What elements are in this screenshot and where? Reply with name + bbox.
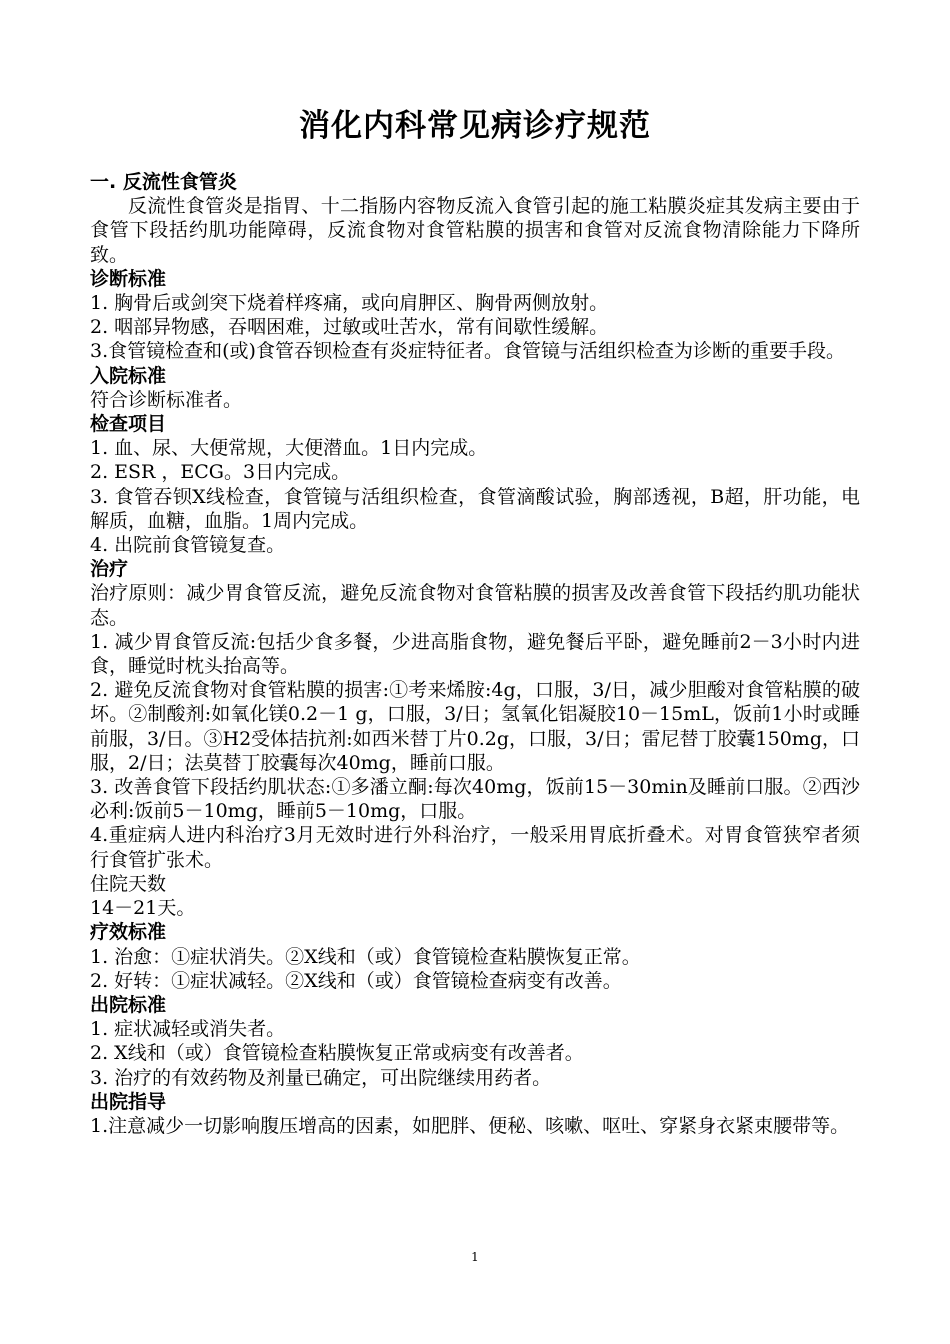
treatment-item: 2. 避免反流食物对食管粘膜的损害:①考来烯胺:4g，口服，3/日，减少胆酸对食管粘膜的破坏。②制酸剂:如氧化镁0.2－1 g，口服，3/日；氢氧化铝凝胶10－15mL，饭前1小时或睡前服，3/日。③H2受体拮抗剂:如西米替丁片0.2g，口服，3/日；雷尼替丁胶囊150mg，口服，2/日；法莫替丁胶囊每次40mg，睡前口服。 [90, 679, 860, 774]
section-heading: 一. 反流性食管炎 [90, 171, 237, 193]
exam-item: 4. 出院前食管镜复查。 [90, 534, 286, 557]
section-intro: 反流性食管炎是指胃、十二指肠内容物反流入食管引起的施工粘膜炎症其发病主要由于食管下段括约肌功能障碍，反流食物对食管粘膜的损害和食管对反流食物清除能力下降所致。 [90, 195, 860, 266]
discharge-item: 2. X线和（或）食管镜检查粘膜恢复正常或病变有改善者。 [90, 1042, 584, 1065]
guidance-heading: 出院指导 [90, 1090, 167, 1113]
exams-heading: 检查项目 [90, 413, 167, 436]
discharge-item: 1. 症状减轻或消失者。 [90, 1018, 286, 1041]
exam-item: 2. ESR ，ECG。3日内完成。 [90, 461, 351, 484]
efficacy-item: 1. 治愈：①症状消失。②X线和（或）食管镜检查粘膜恢复正常。 [90, 945, 641, 968]
diagnosis-item: 1. 胸骨后或剑突下烧着样疼痛，或向肩胛区、胸骨两侧放射。 [90, 292, 609, 315]
exam-item: 1. 血、尿、大便常规，大便潜血。1日内完成。 [90, 437, 488, 460]
document-body [90, 170, 860, 1138]
efficacy-item: 2. 好转：①症状减轻。②X线和（或）食管镜检查病变有改善。 [90, 969, 622, 992]
efficacy-heading: 疗效标准 [90, 921, 167, 944]
treatment-heading: 治疗 [90, 558, 129, 581]
discharge-item: 3. 治疗的有效药物及剂量已确定，可出院继续用药者。 [90, 1066, 552, 1089]
admission-heading: 入院标准 [90, 364, 167, 387]
diagnosis-item: 2. 咽部异物感，吞咽困难，过敏或吐苦水，常有间歇性缓解。 [90, 316, 609, 339]
treatment-item: 4.重症病人进内科治疗3月无效时进行外科治疗，一般采用胃底折叠术。对胃食管狭窄者须行食管扩张术。 [90, 824, 860, 871]
admission-text: 符合诊断标准者。 [90, 388, 243, 411]
treatment-principle: 治疗原则：减少胃食管反流，避免反流食物对食管粘膜的损害及改善食管下段括约肌功能状态。 [90, 582, 860, 629]
guidance-item: 1.注意减少一切影响腹压增高的因素，如肥胖、便秘、咳嗽、呕吐、穿紧身衣紧束腰带等。 [90, 1114, 850, 1137]
page-title: 消化内科常见病诊疗规范 [299, 108, 651, 144]
stay-heading: 住院天数 [90, 872, 167, 895]
exam-item: 3. 食管吞钡X线检查，食管镜与活组织检查，食管滴酸试验，胸部透视，B超，肝功能，电解质，血糖，血脂。1周内完成。 [90, 485, 860, 532]
diagnosis-heading: 诊断标准 [90, 267, 167, 290]
page-number: 1 [471, 1250, 479, 1264]
treatment-item: 1. 减少胃食管反流:包括少食多餐，少进高脂食物，避免餐后平卧，避免睡前2－3小时内进食，睡觉时枕头抬高等。 [90, 630, 860, 678]
treatment-item: 3. 改善食管下段括约肌状态:①多潘立酮:每次40mg，饭前15－30min及睡前口服。②西沙必利:饭前5－10mg，睡前5－10mg，口服。 [90, 776, 860, 823]
diagnosis-item: 3.食管镜检查和(或)食管吞钡检查有炎症特征者。食管镜与活组织检查为诊断的重要手段。 [90, 340, 845, 363]
discharge-heading: 出院标准 [90, 993, 167, 1016]
stay-text: 14－21天。 [90, 897, 196, 920]
